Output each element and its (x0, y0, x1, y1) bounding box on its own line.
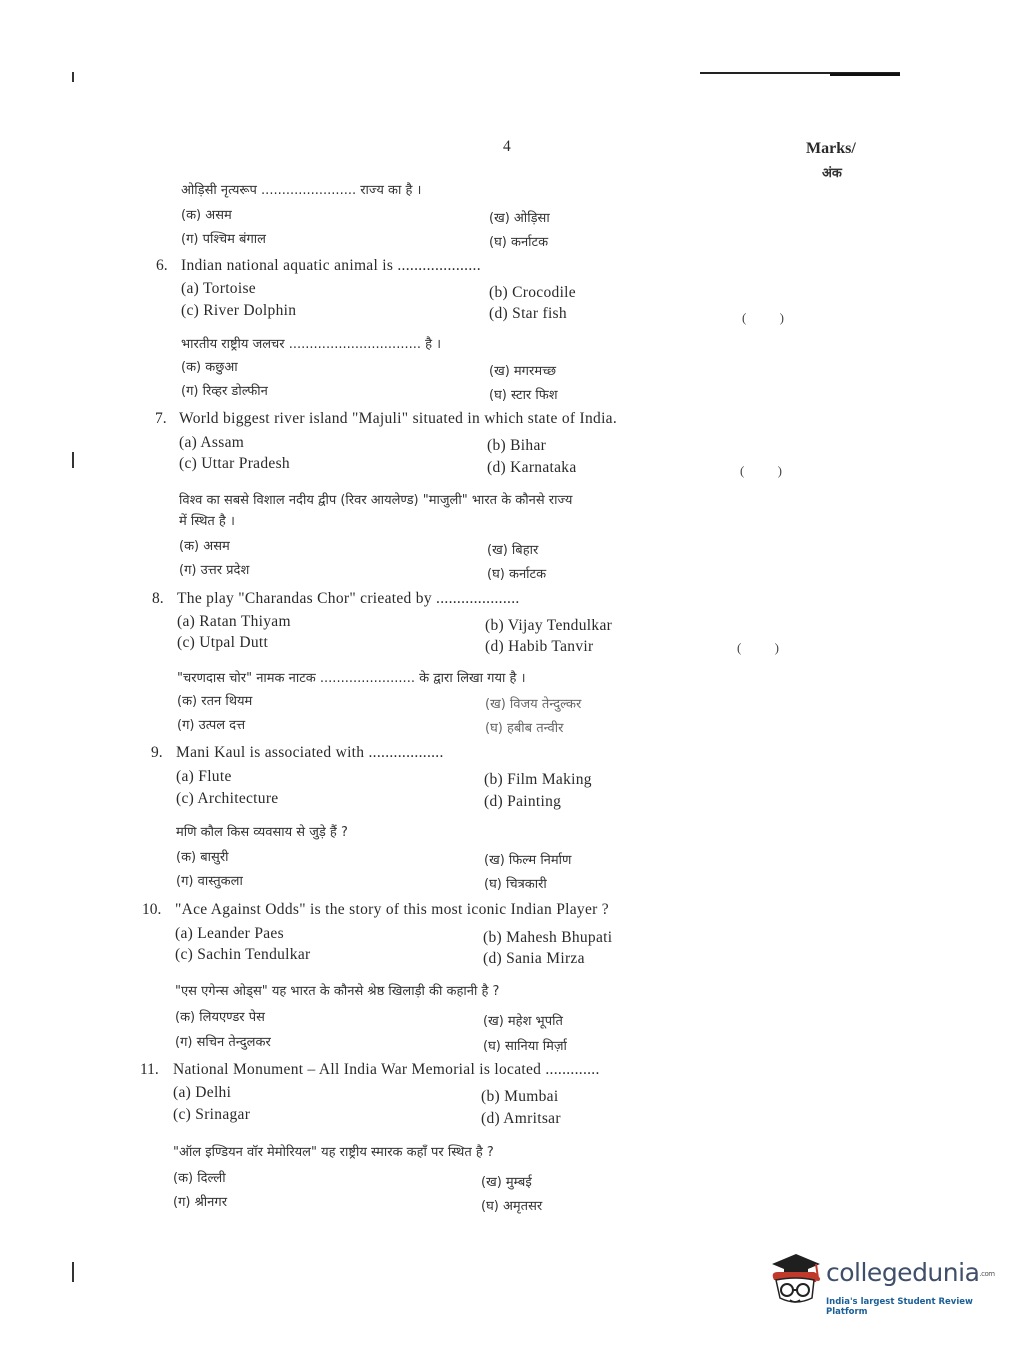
scan-mark (72, 1262, 74, 1282)
question-number: 6. (156, 257, 168, 274)
mascot-icon (766, 1250, 824, 1312)
option-b: (b) Mumbai (481, 1088, 559, 1105)
answer-box: ( ) (742, 310, 784, 325)
top-rule-accent (830, 73, 900, 76)
option-b: (b) Bihar (487, 437, 547, 454)
option-a-hindi: (क) बासुरी (176, 850, 229, 865)
option-a: (a) Leander Paes (175, 925, 284, 942)
question-number: 8. (152, 590, 164, 607)
option-a: (a) Flute (176, 768, 232, 785)
answer-box: ( ) (740, 463, 782, 478)
question-number: 10. (142, 901, 162, 918)
option-c-hindi: (ग) श्रीनगर (173, 1195, 228, 1210)
collegedunia-logo[interactable] (766, 1250, 996, 1320)
option-a: (a) Tortoise (181, 280, 256, 297)
logo-suffix: .com (979, 1270, 995, 1278)
option-b: (b) Film Making (484, 771, 592, 788)
option-d-hindi: (घ) सानिया मिर्ज़ा (483, 1039, 567, 1054)
question-number: 7. (155, 410, 167, 427)
question-text: National Monument – All India War Memorial is located ............. (173, 1061, 600, 1078)
logo-tagline: India's largest Student Review Platform (826, 1297, 973, 1317)
option-a-hindi: (क) असम (179, 539, 230, 554)
question-text-hindi: मणि कौल किस व्यवसाय से जुड़े हैं ? (176, 825, 348, 840)
page-number: 4 (503, 138, 512, 155)
option-a-hindi: (क) कछुआ (181, 360, 238, 375)
option-b: (b) Mahesh Bhupati (483, 929, 613, 946)
question-text: World biggest river island "Majuli" situated in which state of India. (179, 410, 618, 427)
marks-heading: Marks/ (806, 140, 856, 157)
option-b-hindi: (ख) विजय तेन्दुल्कर (485, 697, 582, 712)
question-text-hindi: "एस एगेन्स ओड्स" यह भारत के कौनसे श्रेष्ठ खिलाड़ी की कहानी है ? (175, 984, 500, 999)
option-c-hindi: (ग) रिव्हर डोल्फीन (181, 384, 268, 399)
question-text-hindi: भारतीय राष्ट्रीय जलचर ................................ है । (181, 337, 442, 352)
option-c: (c) Sachin Tendulkar (175, 946, 311, 963)
option-c: (c) River Dolphin (181, 302, 297, 319)
option-c-hindi: (ग) उत्तर प्रदेश (179, 563, 250, 578)
option-d: (d) Habib Tanvir (485, 638, 594, 655)
option-c: (c) Srinagar (173, 1106, 251, 1123)
answer-box: ( ) (737, 640, 779, 655)
question-text-hindi: विश्व का सबसे विशाल नदीय द्वीप (रिवर आयलेण्ड) "माजुली" भारत के कौनसे राज्य (179, 493, 573, 508)
option-d: (d) Amritsar (481, 1110, 561, 1127)
option-a-hindi: (क) दिल्ली (173, 1171, 226, 1186)
question-text: Mani Kaul is associated with .................. (176, 744, 444, 761)
option-b-hindi: (ख) मुम्बई (481, 1175, 532, 1190)
option-d-hindi: (घ) कर्नाटक (489, 235, 549, 250)
option-b-hindi: (ख) फिल्म निर्माण (484, 853, 572, 868)
question-text: "Ace Against Odds" is the story of this most iconic Indian Player ? (175, 901, 609, 918)
question-text: The play "Charandas Chor" crieated by .................... (177, 590, 520, 607)
option-c-hindi: (ग) सचिन तेन्दुलकर (175, 1035, 271, 1050)
option-d: (d) Painting (484, 793, 562, 810)
option-b-hindi: (ख) ओड़िसा (489, 211, 550, 226)
marks-heading-hindi: अंक (822, 166, 842, 181)
option-d: (d) Star fish (489, 305, 567, 322)
scan-mark (72, 452, 74, 468)
option-b: (b) Crocodile (489, 284, 576, 301)
option-b-hindi: (ख) महेश भूपति (483, 1014, 563, 1029)
option-c: (c) Uttar Pradesh (179, 455, 290, 472)
option-c: (c) Architecture (176, 790, 279, 807)
option-d-hindi: (घ) चित्रकारी (484, 877, 547, 892)
option-a-hindi: (क) रतन थियम (177, 694, 253, 709)
option-b-hindi: (ख) मगरमच्छ (489, 364, 556, 379)
option-a-hindi: (क) लियएण्डर पेस (175, 1010, 265, 1025)
option-d-hindi: (घ) स्टार फिश (489, 388, 558, 403)
option-d-hindi: (घ) अमृतसर (481, 1199, 543, 1214)
question-number: 11. (140, 1061, 159, 1078)
question-text-hindi: "चरणदास चोर" नामक नाटक ....................... के द्वारा लिखा गया है । (177, 671, 526, 686)
logo-wordmark: collegedunia (826, 1258, 980, 1287)
option-a: (a) Assam (179, 434, 245, 451)
option-d: (d) Sania Mirza (483, 950, 585, 967)
question-number: 9. (151, 744, 163, 761)
option-b: (b) Vijay Tendulkar (485, 617, 613, 634)
option-d-hindi: (घ) कर्नाटक (487, 567, 547, 582)
question-text: Indian national aquatic animal is .................... (181, 257, 481, 274)
question-text-hindi-line2: में स्थित है । (179, 514, 235, 529)
option-a: (a) Ratan Thiyam (177, 613, 291, 630)
question-text-hindi: "ऑल इण्डियन वॉर मेमोरियल" यह राष्ट्रीय स्मारक कहाँ पर स्थित है ? (173, 1145, 494, 1160)
option-b-hindi: (ख) बिहार (487, 543, 539, 558)
option-c: (c) Utpal Dutt (177, 634, 269, 651)
option-a: (a) Delhi (173, 1084, 232, 1101)
option-c-hindi: (ग) उत्पल दत्त (177, 718, 246, 733)
option-d: (d) Karnataka (487, 459, 577, 476)
option-c-hindi: (ग) पश्चिम बंगाल (181, 232, 266, 247)
option-a-hindi: (क) असम (181, 208, 232, 223)
option-d-hindi: (घ) हबीब तन्वीर (485, 721, 564, 736)
option-c-hindi: (ग) वास्तुकला (176, 874, 243, 889)
scan-mark (72, 72, 74, 82)
question-text-hindi: ओड़िसी नृत्यरूप ....................... राज्य का है । (181, 183, 422, 198)
